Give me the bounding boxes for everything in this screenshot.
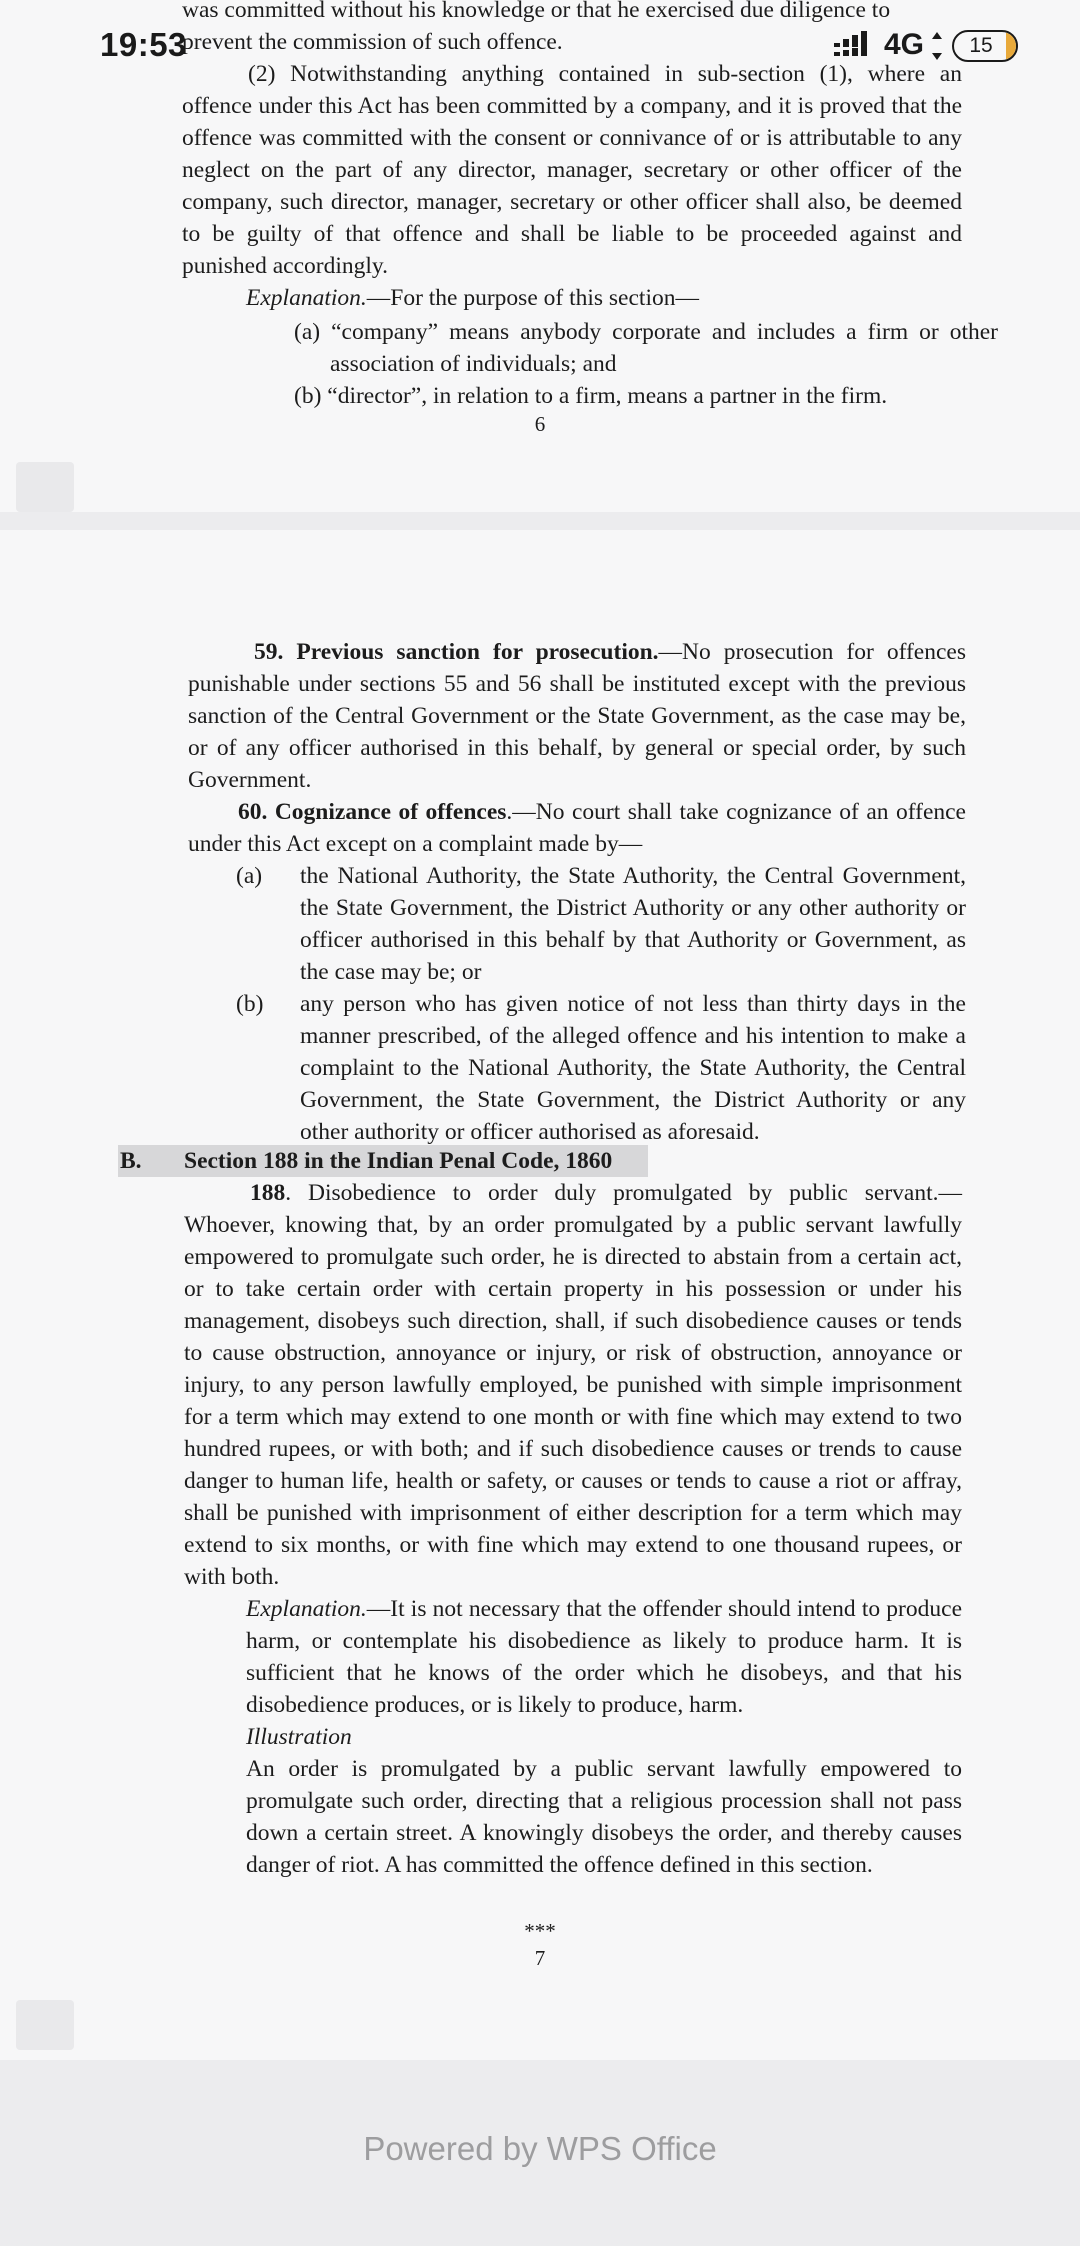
illustration-text: An order is promulgated by a public servant lawfully empowered to promulgate such order, directing that a religious procession shall not pass down a certain street. A knowingly disobeys the order, and thereby causes danger of riot. A has committed the offence defined in this section. [246,1756,962,1878]
page1-item-a: (a) “company” means anybody corporate and includes a firm or other association of individuals; and [294,319,998,377]
page1-explanation [246,282,962,314]
section-60-text: .—No court shall take cognizance of an offence under this Act except on a complaint made by— [188,799,966,857]
network-type: 4G [884,28,925,61]
section-188-text: . Disobedience to order duly promulgated by public servant.—Whoever, knowing that, by an order promulgated by a public servant lawfully empowered to promulgate such order, he is directed to abstain from a certain act, or to take certain order with certain property in his possession or under his management, disobeys such direction, shall, if such disobedience causes or tends to cause obstruction, annoyance or injury, or risk of obstruction, annoyance or injury, to any person lawfully employed, be punished with simple imprisonment for a term which may extend to one month or with fine which may extend to two hundred rupees, or with both; and if such disobedience causes or trends to cause danger to human life, health or safety, or causes or tends to cause a riot or affray, shall be punished with imprisonment of either description for a term which may extend to six months, or with fine which may extend to one thousand rupees, or with both. [184,1180,962,1590]
page-number-7: 7 [534,1946,546,1970]
section-60-a-label: (a) [236,863,263,889]
section-60-a-text: the National Authority, the State Authority, the Central Government, the State Government, the District Authority or any other authority or officer authorised in this behalf by that Authority or Government, as the case may be; or [300,863,966,985]
illustration-heading [246,1721,962,1753]
page-number-6: 6 [534,412,546,436]
s188-explanation-label: Explanation. [246,1596,367,1622]
signal-icon [832,30,876,64]
wps-footer: Powered by WPS Office [363,2130,717,2167]
section-b-title-text: Section 188 in the Indian Penal Code, 1860 [184,1148,613,1174]
document-page-7 [0,530,1080,2060]
section-59-heading: 59. Previous sanction for prosecution. [254,639,659,665]
page-thumbnail-placeholder-2 [16,2000,74,2050]
battery-level-fill [1006,32,1016,60]
explanation-label: Explanation. [246,285,367,311]
section-b-label [120,1145,180,1177]
section-188-heading: 188 [250,1180,286,1206]
end-stars: *** [524,1919,556,1943]
page-thumbnail-placeholder [16,462,74,512]
page1-line-1: was committed without his knowledge or that he exercised due diligence to [182,0,891,23]
section-b-title [184,1145,654,1177]
battery-percent: 15 [969,34,993,57]
section-188 [184,1177,962,1593]
section-60-b-text: any person who has given notice of not less than thirty days in the manner prescribed, of the alleged offence and his intention to make a complaint to the National Authority, the State Authority, the Central Government, the State Government, the District Authority or any other authority or officer authorised as aforesaid. [300,991,966,1145]
section-60-b-label: (b) [236,991,264,1017]
illustration-label: Illustration [246,1724,352,1750]
data-transfer-icon [928,30,946,62]
status-bar [0,0,1080,90]
page1-para-2: (2) Notwithstanding anything contained in sub-section (1), where an offence under this Act has been committed by a company, and it is proved that the offence was committed with the consent or connivance of or is attributable to any neglect on the part of any director, manager, secretary or other officer of the company, such director, manager, secretary or other officer shall also, be deemed to be guilty of that offence and shall be liable to be proceeded against and punished accordingly. [182,61,962,279]
section-60-heading: 60. Cognizance of offences [238,799,507,825]
page1-item-b: (b) “director”, in relation to a firm, means a partner in the firm. [294,383,888,409]
s188-explanation-text: —It is not necessary that the offender should intend to produce harm, or contemplate his disobedience as likely to produce harm. It is sufficient that he knows of the order which he disobeys, and that his disobedience produces, or is likely to produce, harm. [246,1596,962,1718]
section-60 [188,796,966,860]
section-59 [188,636,966,796]
section-188-explanation [246,1593,962,1721]
page1-line-2: prevent the commission of such offence. [182,29,563,55]
section-59-text: —No prosecution for offences punishable under sections 55 and 56 shall be instituted except with the previous sanction of the Central Government or the State Government, as the case may be, or of any officer authorised in this behalf, by general or special order, by such Government. [188,639,966,793]
section-b-label-text: B. [120,1148,142,1174]
battery-indicator [952,30,1018,62]
explanation-text: —For the purpose of this section— [366,285,699,311]
status-time: 19:53 [100,26,187,63]
